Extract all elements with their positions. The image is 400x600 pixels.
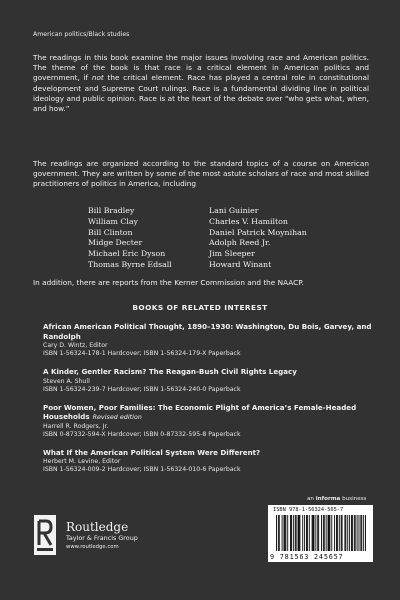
barcode-bar: [339, 515, 340, 551]
book-title: What If the American Political System Were Different?: [43, 447, 261, 457]
barcode-bar: [351, 515, 352, 551]
barcode-bar: [355, 515, 356, 551]
barcode-number: 9 781563 245657: [270, 553, 344, 561]
author-name: Adolph Reed Jr.: [209, 238, 271, 248]
book-isbn: ISBN 1-56324-009-2 Hardcover; ISBN 1-56324-010-6 Paperback: [43, 466, 241, 474]
barcode-bar: [314, 515, 315, 551]
author-name: Bill Bradley: [88, 206, 135, 215]
book-title: A Kinder, Gentler Racism? The Reagan-Bush Civil Rights Legacy: [43, 367, 297, 377]
author-name: Bill Clinton: [88, 227, 133, 237]
barcode-bar: [352, 515, 353, 551]
barcode-bar: [345, 515, 346, 551]
related-book: [43, 448, 373, 475]
barcode-bar: [326, 515, 327, 551]
book-title: African American Political Thought, 1890–1930: Washington, Du Bois, Garvey, and Randolph: [43, 322, 372, 341]
barcode-bar: [282, 515, 283, 551]
intro-paragraph-2: The readings are organized according to the standard topics of a course on American government. They are written by some of the most astute scholars of race and most skilled practitioners of politics in America, including: [33, 159, 369, 189]
barcode-bar: [361, 515, 362, 551]
barcode-bar: [284, 515, 285, 551]
barcode-bar: [329, 515, 330, 551]
barcode-bar: [291, 515, 292, 551]
barcode-bar: [359, 515, 360, 551]
book-author: Herbert M. Levine, Editor: [43, 458, 121, 466]
barcode-bar: [329, 515, 330, 551]
barcode-bar: [337, 515, 338, 551]
book-isbn: ISBN 0-87332-594-X Hardcover; ISBN 0-87332-595-8 Paperback: [43, 430, 241, 438]
barcode-bar: [321, 515, 322, 551]
barcode-bar: [328, 515, 329, 551]
author-name: Michael Eric Dyson: [88, 249, 166, 259]
barcode-bar: [323, 515, 324, 551]
barcode-bar: [341, 515, 342, 551]
series-category: American politics/Black studies: [33, 31, 130, 38]
barcode-bar: [342, 515, 343, 551]
barcode-bar: [296, 515, 297, 551]
barcode-bar: [302, 515, 303, 551]
book-isbn: ISBN 1-56324-178-1 Hardcover; ISBN 1-56324-179-X Paperback: [43, 350, 241, 358]
barcode-bar: [293, 515, 294, 551]
barcode-bar: [324, 515, 325, 551]
related-book: [43, 322, 373, 359]
barcode-bar: [284, 515, 285, 551]
book-author: Steven A. Shull: [43, 377, 90, 385]
barcode-bars: [276, 515, 366, 551]
author-name: Lani Guinier: [209, 206, 259, 215]
author-name: Daniel Patrick Moynihan: [209, 227, 307, 237]
publisher-url[interactable]: www.routledge.com: [66, 544, 119, 550]
barcode-bar: [306, 515, 307, 551]
barcode-bar: [315, 515, 316, 551]
barcode-bar: [279, 515, 280, 551]
barcode-bar: [344, 515, 345, 551]
publisher-name: Routledge: [66, 520, 129, 534]
related-book: [43, 367, 373, 394]
author-name: Thomas Byrne Edsall: [88, 259, 172, 269]
additional-reports: In addition, there are reports from the Kerner Commission and the NAACP.: [33, 278, 304, 287]
barcode-bar: [287, 515, 288, 551]
barcode-bar: [331, 515, 332, 551]
barcode-bar: [334, 515, 335, 551]
barcode-bar: [360, 515, 361, 551]
barcode-bar: [278, 515, 279, 551]
author-name: Jim Sleeper: [209, 249, 255, 259]
author-name: Midge Decter: [88, 238, 143, 248]
barcode-bar: [354, 515, 355, 551]
barcode-bar: [357, 515, 358, 551]
barcode-bar: [312, 515, 313, 551]
barcode-bar: [285, 515, 286, 551]
author-name: Charles V. Hamilton: [209, 216, 288, 226]
author-list: [88, 206, 318, 271]
barcode-bar: [290, 515, 291, 551]
isbn-text: ISBN 978-1-56324-565-7: [273, 507, 344, 513]
author-name: Howard Winant: [209, 259, 272, 269]
barcode-bar: [299, 515, 300, 551]
book-title: Poor Women, Poor Families: The Economic Plight of America’s Female-Headed Households Revised edition: [43, 402, 357, 422]
barcode-bar: [349, 515, 350, 551]
barcode-bar: [307, 515, 308, 551]
barcode-bar: [336, 515, 337, 551]
barcode-bar: [309, 515, 310, 551]
barcode-bar: [318, 515, 319, 551]
barcode-bar: [299, 515, 300, 551]
intro-paragraph-1: The readings in this book examine the major issues involving race and American politics. The theme of the book is that race is a critical element in American politics and government, if not the critical element. Race has played a central role in constitutional development and Supreme Court rulings. Race is a fundamental dividing line in political ideology and public opinion. Race is at the heart of the debate over “who gets what, when, and how.”: [33, 53, 369, 114]
book-author: Cary D. Wintz, Editor: [43, 342, 108, 350]
barcode-bar: [304, 515, 305, 551]
publisher-brand: [66, 521, 138, 552]
barcode-bar: [313, 515, 314, 551]
barcode-bar: [365, 515, 366, 551]
book-isbn: ISBN 1-56324-239-7 Hardcover; ISBN 1-56324-240-0 Paperback: [43, 385, 241, 393]
barcode-bar: [347, 515, 348, 551]
related-books-list: [43, 322, 373, 483]
routledge-logo-icon: [34, 515, 56, 555]
related-books-heading: BOOKS OF RELATED INTEREST: [132, 303, 268, 312]
related-book: [43, 403, 373, 440]
barcode-bar: [298, 515, 299, 551]
isbn-barcode: [268, 505, 373, 562]
book-author: Harrell R. Rodgers, Jr.: [43, 422, 109, 430]
publisher-group: Taylor & Francis Group: [66, 534, 138, 542]
barcode-bar: [363, 515, 364, 551]
barcode-bar: [295, 515, 296, 551]
informa-business-tagline: an informa business: [307, 496, 367, 502]
barcode-bar: [317, 515, 318, 551]
author-name: William Clay: [88, 216, 138, 226]
barcode-bar: [276, 515, 277, 551]
